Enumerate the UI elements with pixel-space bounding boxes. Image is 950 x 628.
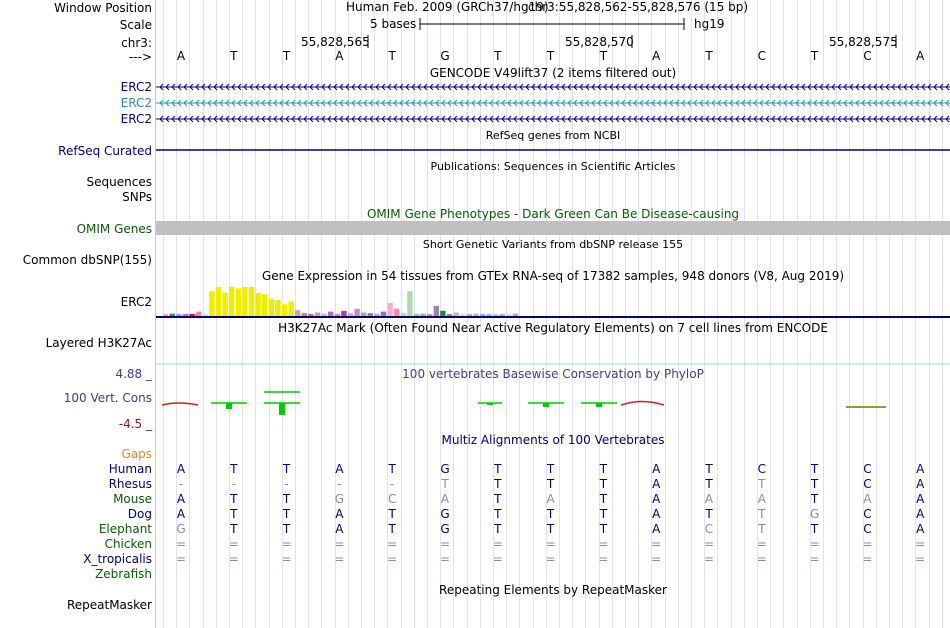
aligned-base: A — [863, 492, 872, 506]
aligned-base: T — [546, 462, 555, 476]
gtex-bar — [440, 311, 445, 316]
aligned-base: = — [387, 537, 398, 551]
gtex-bar — [387, 303, 392, 316]
genome-title: Human Feb. 2009 (GRCh37/hg19) — [346, 0, 549, 14]
gtex-bar — [229, 287, 234, 316]
ref-base: G — [440, 49, 450, 63]
gtex-bar — [275, 300, 280, 316]
gtex-bar — [493, 314, 498, 316]
track-label[interactable]: Elephant — [98, 522, 152, 536]
gtex-bar — [328, 312, 333, 316]
track-label[interactable]: Scale — [119, 18, 152, 32]
aligned-base: A — [704, 492, 714, 506]
aligned-base: A — [916, 462, 925, 476]
aligned-base: - — [390, 477, 395, 491]
aligned-base: T — [388, 522, 396, 536]
aligned-base: = — [809, 552, 820, 566]
gtex-bar — [414, 314, 419, 316]
gtex-bar — [302, 313, 307, 316]
gtex-bar — [401, 313, 406, 316]
track-label[interactable]: Layered H3K27Ac — [45, 336, 152, 350]
gtex-bar — [420, 314, 425, 316]
gtex-bar — [460, 314, 465, 316]
coord-3: 55,828,575 — [829, 35, 898, 49]
aligned-base: T — [282, 492, 291, 506]
coord-2: 55,828,570 — [565, 35, 634, 49]
aligned-base: T — [599, 462, 608, 476]
cons-scale-tick: 4.88 _ — [115, 367, 152, 381]
track-label[interactable]: Zebrafish — [95, 567, 152, 581]
ref-base: T — [282, 49, 291, 63]
gtex-bar — [335, 314, 340, 316]
ref-base: T — [599, 49, 608, 63]
track-label[interactable]: Mouse — [113, 492, 152, 506]
cons-bar — [279, 403, 285, 415]
gtex-bar — [242, 287, 247, 316]
gtex-bar — [209, 291, 214, 316]
gtex-bar — [315, 313, 320, 316]
ref-base: T — [810, 49, 819, 63]
aligned-base: C — [863, 477, 872, 491]
gtex-bar — [480, 314, 485, 316]
gtex-bar — [381, 312, 386, 316]
cons-scale-tick: -4.5 _ — [118, 417, 152, 431]
cons-bar — [543, 403, 549, 407]
aligned-base: T — [494, 477, 502, 491]
aligned-base: T — [230, 462, 238, 476]
gtex-bar — [163, 314, 168, 316]
gtex-bar — [434, 306, 439, 316]
track-title: 100 vertebrates Basewise Conservation by PhyloP — [402, 367, 704, 381]
gtex-bar — [255, 293, 260, 316]
aligned-base: = — [334, 552, 345, 566]
aligned-base: T — [599, 522, 608, 536]
track-labels-panel — [0, 0, 156, 628]
gtex-bar — [473, 314, 478, 316]
gtex-bar — [196, 312, 201, 316]
track-title: H3K27Ac Mark (Often Found Near Active Regulatory Elements) on 7 cell lines from ENCODE — [278, 321, 828, 335]
track-title: Short Genetic Variants from dbSNP release 155 — [422, 238, 684, 251]
track-title: Publications: Sequences in Scientific Articles — [430, 160, 676, 173]
aligned-base: = — [492, 537, 503, 551]
aligned-base: T — [230, 522, 238, 536]
track-title: OMIM Gene Phenotypes - Dark Green Can Be Disease-causing — [366, 207, 740, 221]
aligned-base: = — [651, 537, 662, 551]
track-title: GENCODE V49lift37 (2 items filtered out) — [429, 66, 677, 80]
gtex-bar — [262, 294, 267, 316]
aligned-base: A — [176, 507, 186, 521]
omim-band — [156, 221, 950, 235]
aligned-base: A — [176, 462, 186, 476]
aligned-base: = — [598, 537, 609, 551]
aligned-base: C — [757, 462, 766, 476]
gtex-bar — [321, 314, 326, 316]
track-label[interactable]: ERC2 — [120, 112, 152, 126]
aligned-base: = — [334, 537, 345, 551]
track-title: RefSeq genes from NCBI — [485, 129, 621, 142]
gtex-bar — [453, 313, 458, 316]
aligned-base: G — [334, 492, 345, 506]
track-label[interactable]: Common dbSNP(155) — [22, 253, 152, 267]
aligned-base: A — [335, 522, 344, 536]
gtex-bar — [222, 293, 227, 316]
track-label[interactable]: Gaps — [121, 447, 152, 461]
gtex-bar — [348, 313, 353, 316]
cons-neg-curve — [621, 402, 664, 406]
gtex-bar — [236, 288, 241, 316]
gtex-bar — [354, 309, 359, 316]
ref-base: T — [705, 49, 713, 63]
ref-base: T — [230, 49, 238, 63]
gtex-bar — [216, 287, 221, 316]
aligned-base: T — [441, 477, 449, 491]
aligned-base: = — [862, 552, 873, 566]
aligned-base: = — [281, 537, 292, 551]
aligned-base: T — [388, 507, 396, 521]
track-label[interactable]: OMIM Genes — [76, 222, 152, 236]
aligned-base: A — [757, 492, 766, 506]
track-label[interactable]: ERC2 — [120, 80, 152, 94]
track-label[interactable]: Dog — [127, 507, 152, 521]
aligned-base: G — [440, 507, 450, 521]
ref-base: T — [388, 49, 396, 63]
aligned-base: = — [809, 537, 820, 551]
track-title: Repeating Elements by RepeatMasker — [439, 583, 667, 597]
cons-bar — [596, 403, 602, 407]
ref-base: A — [916, 49, 925, 63]
aligned-base: A — [176, 492, 186, 506]
track-label[interactable]: Chicken — [104, 537, 152, 551]
aligned-base: = — [228, 552, 239, 566]
gtex-bar — [341, 311, 346, 316]
aligned-base: T — [705, 462, 713, 476]
cons-bar — [226, 403, 232, 409]
aligned-base: - — [337, 477, 342, 491]
aligned-base: T — [810, 522, 819, 536]
gtex-bar — [500, 314, 505, 316]
aligned-base: T — [810, 462, 819, 476]
ref-base: A — [652, 49, 661, 63]
coord-1: 55,828,565 — [301, 35, 370, 49]
track-label[interactable]: chr3: — [121, 36, 152, 50]
aligned-base: T — [494, 522, 502, 536]
gtex-bar — [176, 314, 181, 316]
aligned-base: T — [599, 477, 608, 491]
track-label[interactable]: 100 Vert. Cons — [63, 391, 152, 405]
aligned-base: = — [756, 537, 767, 551]
aligned-base: = — [703, 552, 715, 566]
ref-base: T — [494, 49, 502, 63]
aligned-base: T — [494, 507, 502, 521]
aligned-base: G — [440, 462, 450, 476]
aligned-base: A — [652, 507, 661, 521]
gtex-bar — [368, 313, 373, 316]
gtex-bar — [407, 291, 412, 316]
aligned-base: = — [545, 537, 556, 551]
gtex-bar — [183, 314, 188, 316]
aligned-base: = — [281, 552, 292, 566]
gtex-bar — [447, 314, 452, 316]
aligned-base: = — [387, 552, 398, 566]
gtex-bar — [295, 310, 300, 316]
aligned-base: A — [652, 477, 661, 491]
gtex-bar — [361, 313, 366, 316]
aligned-base: T — [810, 492, 819, 506]
aligned-base: A — [652, 462, 661, 476]
aligned-base: = — [703, 537, 715, 551]
track-label[interactable]: ERC2 — [120, 96, 152, 110]
aligned-base: A — [652, 492, 661, 506]
aligned-base: A — [546, 492, 555, 506]
aligned-base: = — [175, 537, 187, 551]
track-label[interactable]: Sequences — [86, 175, 152, 189]
aligned-base: T — [810, 477, 819, 491]
ref-base: A — [176, 49, 186, 63]
aligned-base: T — [758, 507, 766, 521]
track-label[interactable]: Rhesus — [108, 477, 152, 491]
aligned-base: T — [758, 477, 766, 491]
ref-base: C — [757, 49, 766, 63]
gtex-bar — [249, 287, 254, 316]
gtex-bar — [203, 314, 208, 316]
aligned-base: T — [230, 507, 238, 521]
aligned-base: A — [916, 477, 925, 491]
aligned-base: - — [231, 477, 236, 491]
aligned-base: C — [387, 492, 397, 506]
aligned-base: = — [756, 552, 767, 566]
aligned-base: T — [599, 507, 608, 521]
aligned-base: A — [916, 492, 925, 506]
track-label[interactable]: RepeatMasker — [66, 598, 152, 612]
position-text: chr3:55,828,562-55,828,576 (15 bp) — [528, 0, 749, 14]
aligned-base: T — [282, 522, 291, 536]
aligned-base: C — [704, 522, 714, 536]
aligned-base: T — [494, 492, 502, 506]
aligned-base: A — [652, 522, 661, 536]
aligned-base: T — [599, 492, 608, 506]
aligned-base: = — [915, 552, 926, 566]
track-label[interactable]: Window Position — [54, 1, 152, 15]
track-label[interactable]: X_tropicalis — [83, 552, 152, 566]
aligned-base: T — [494, 462, 502, 476]
aligned-base: = — [915, 537, 926, 551]
aligned-base: = — [228, 537, 239, 551]
track-label[interactable]: Human — [108, 462, 152, 476]
aligned-base: G — [176, 522, 186, 536]
aligned-base: T — [705, 507, 713, 521]
assembly-text: hg19 — [694, 17, 725, 31]
cons-bar — [487, 403, 493, 405]
gtex-bar — [467, 314, 472, 316]
aligned-base: T — [282, 507, 291, 521]
aligned-base: T — [758, 522, 766, 536]
gtex-bar — [394, 309, 399, 316]
aligned-base: = — [439, 537, 451, 551]
track-title: Multiz Alignments of 100 Vertebrates — [441, 433, 665, 447]
aligned-base: C — [863, 462, 872, 476]
aligned-base: A — [916, 507, 925, 521]
track-label[interactable]: ---> — [128, 50, 152, 64]
ref-base: A — [335, 49, 344, 63]
gtex-bar — [513, 314, 518, 316]
aligned-base: T — [546, 477, 555, 491]
aligned-base: A — [335, 462, 344, 476]
aligned-base: A — [916, 522, 925, 536]
aligned-base: C — [863, 507, 872, 521]
gtex-bar — [189, 314, 194, 316]
track-title: Gene Expression in 54 tissues from GTEx RNA-seq of 17382 samples, 948 donors (V8, Aug 2019) — [261, 269, 845, 283]
aligned-base: T — [282, 462, 291, 476]
aligned-base: T — [546, 522, 555, 536]
gtex-bar — [427, 314, 432, 316]
aligned-base: T — [388, 462, 396, 476]
aligned-base: C — [863, 522, 872, 536]
track-label[interactable]: ERC2 — [120, 295, 152, 309]
aligned-base: A — [335, 507, 344, 521]
gtex-bar — [374, 314, 379, 316]
gtex-bar — [282, 304, 287, 316]
scale-text: 5 bases — [370, 17, 417, 31]
aligned-base: T — [546, 507, 555, 521]
browser-image-panel[interactable] — [156, 0, 950, 628]
ref-base: T — [546, 49, 555, 63]
track-label[interactable]: SNPs — [122, 190, 152, 204]
aligned-base: A — [440, 492, 450, 506]
aligned-base: G — [440, 522, 450, 536]
gtex-bar — [486, 314, 491, 316]
aligned-base: = — [651, 552, 662, 566]
aligned-base: - — [178, 477, 184, 491]
gtex-bar — [170, 314, 175, 316]
aligned-base: G — [809, 507, 820, 521]
aligned-base: - — [284, 477, 289, 491]
aligned-base: T — [705, 477, 713, 491]
aligned-base: = — [862, 537, 873, 551]
gtex-bar — [308, 314, 313, 316]
cons-neg-curve — [162, 403, 198, 405]
gtex-bar — [269, 299, 274, 316]
aligned-base: = — [598, 552, 609, 566]
aligned-base: = — [439, 552, 451, 566]
gtex-bar — [506, 314, 511, 316]
aligned-base: = — [175, 552, 187, 566]
aligned-base: = — [545, 552, 556, 566]
ref-base: C — [863, 49, 872, 63]
track-label[interactable]: RefSeq Curated — [58, 144, 152, 158]
aligned-base: = — [492, 552, 503, 566]
aligned-base: T — [230, 492, 238, 506]
gtex-bar — [288, 302, 293, 317]
